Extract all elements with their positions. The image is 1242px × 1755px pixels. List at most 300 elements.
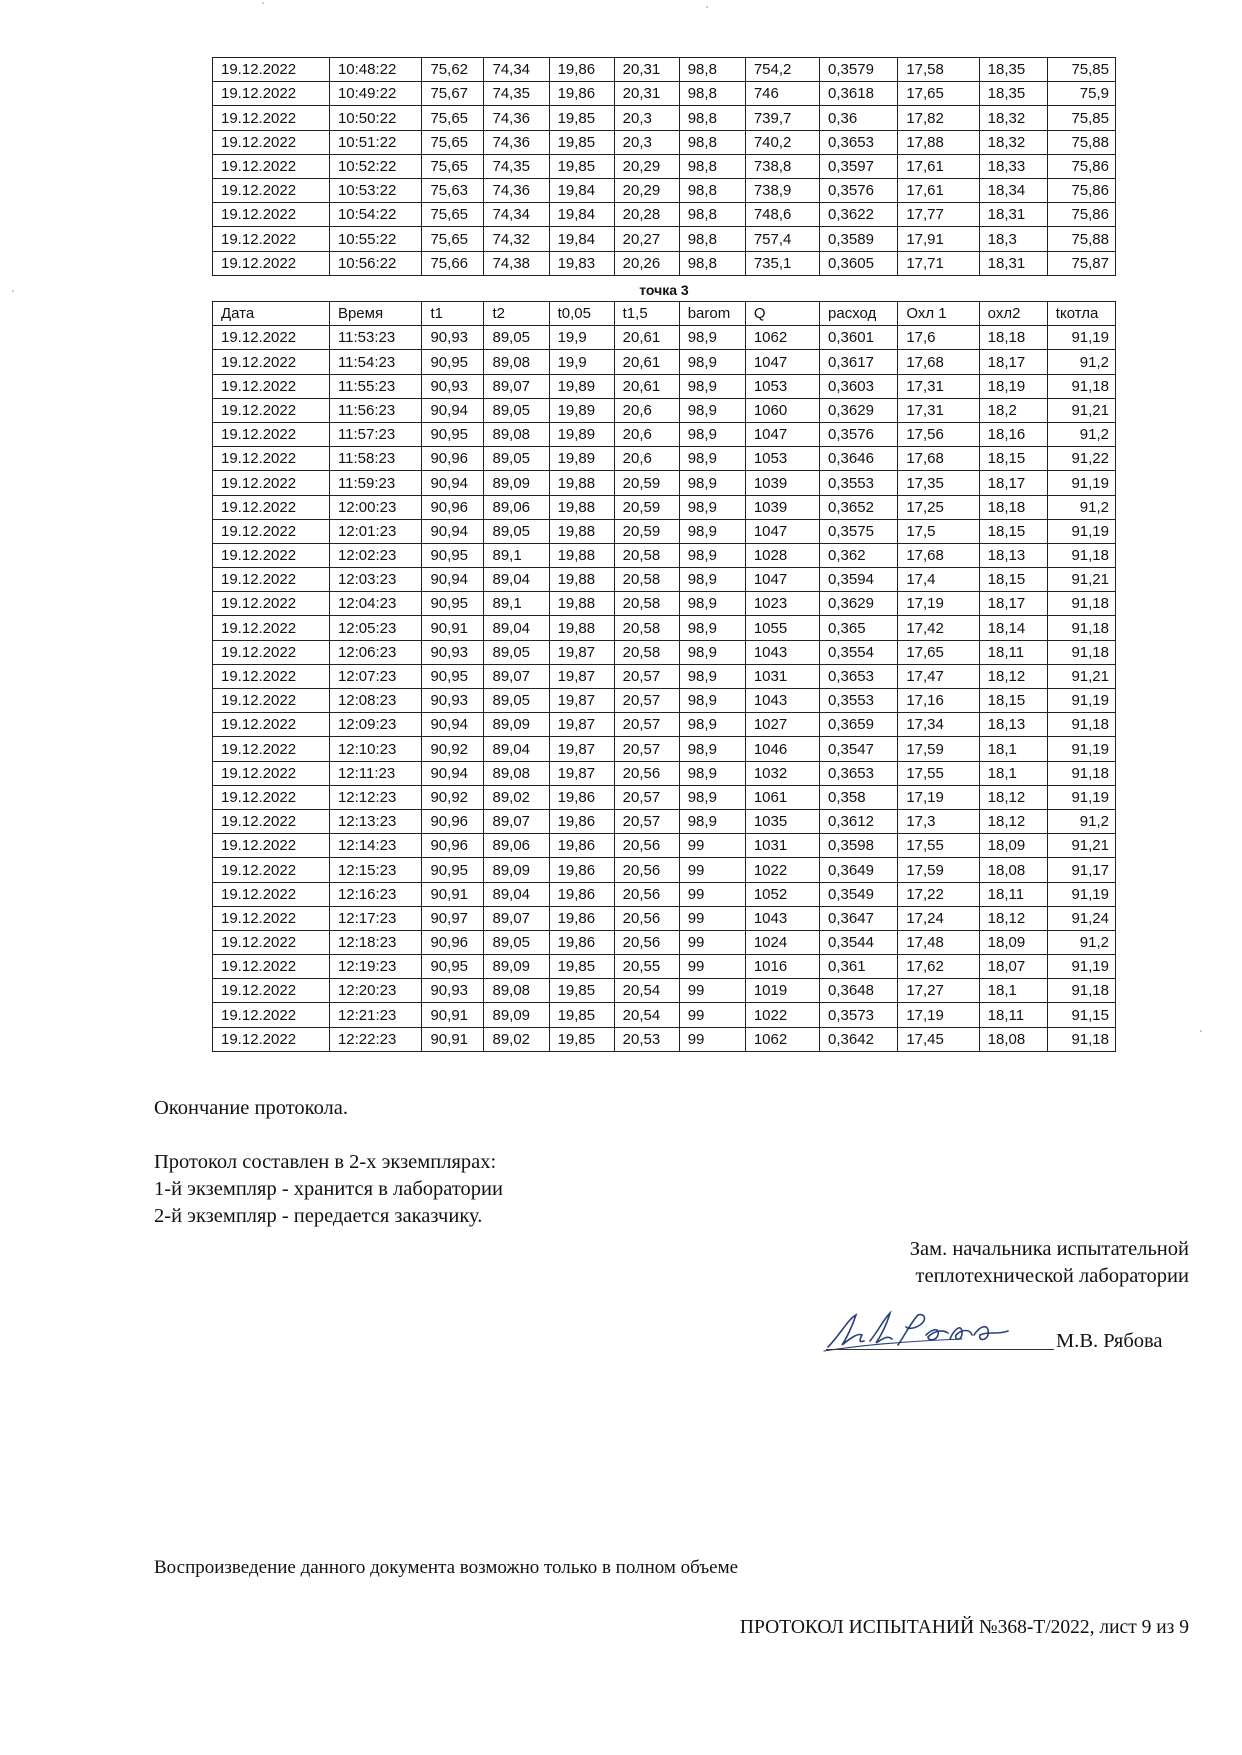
- table-cell: 11:57:23: [329, 422, 422, 446]
- table-cell: 17,31: [898, 398, 979, 422]
- table-cell: 90,95: [422, 543, 484, 567]
- table-cell: 18,09: [979, 930, 1047, 954]
- table-cell: 19.12.2022: [213, 737, 330, 761]
- table-cell: 17,88: [898, 130, 979, 154]
- table-cell: 0,3648: [820, 979, 898, 1003]
- table-cell: 1043: [745, 689, 819, 713]
- table-cell: 89,02: [484, 785, 549, 809]
- table-row: [213, 422, 1116, 446]
- table-header: [213, 302, 1116, 326]
- table-cell: 17,61: [898, 178, 979, 202]
- signer-title-line: теплотехнической лаборатории: [915, 1265, 1189, 1287]
- table-cell: 19.12.2022: [213, 906, 330, 930]
- table-cell: 0,3653: [820, 761, 898, 785]
- table-cell: 98,9: [679, 374, 745, 398]
- table-cell: 18,1: [979, 979, 1047, 1003]
- table-cell: 90,91: [422, 882, 484, 906]
- table-cell: 90,95: [422, 858, 484, 882]
- table-cell: 17,68: [898, 543, 979, 567]
- table-cell: 98,9: [679, 519, 745, 543]
- table-cell: 19,85: [549, 106, 614, 130]
- table-cell: 17,24: [898, 906, 979, 930]
- table-row: [213, 640, 1116, 664]
- table-row: [213, 227, 1116, 251]
- table-cell: 18,1: [979, 737, 1047, 761]
- table-cell: 0,3617: [820, 350, 898, 374]
- table-cell: 19.12.2022: [213, 422, 330, 446]
- table-cell: 17,5: [898, 519, 979, 543]
- table-cell: 19,86: [549, 58, 614, 82]
- table-cell: 20,31: [614, 82, 679, 106]
- table-cell: 19.12.2022: [213, 592, 330, 616]
- table-cell: 90,94: [422, 761, 484, 785]
- table-cell: 89,05: [484, 930, 549, 954]
- table-cell: 91,18: [1047, 640, 1115, 664]
- table-cell: 18,12: [979, 809, 1047, 833]
- table-cell: 89,08: [484, 979, 549, 1003]
- table-cell: 19,87: [549, 640, 614, 664]
- signer-title-line: Зам. начальника испытательной: [909, 1238, 1189, 1260]
- table-cell: 12:04:23: [329, 592, 422, 616]
- table-cell: 17,77: [898, 203, 979, 227]
- table-cell: 18,11: [979, 1003, 1047, 1027]
- table-cell: 89,09: [484, 713, 549, 737]
- table-cell: 18,08: [979, 1027, 1047, 1051]
- table-cell: 0,365: [820, 616, 898, 640]
- table-cell: 20,28: [614, 203, 679, 227]
- table-cell: 74,36: [484, 106, 549, 130]
- table-cell: 19.12.2022: [213, 130, 330, 154]
- table-cell: 98,9: [679, 592, 745, 616]
- table-cell: 735,1: [745, 251, 819, 275]
- table-cell: 75,67: [422, 82, 484, 106]
- table-cell: 89,09: [484, 471, 549, 495]
- table-cell: 75,65: [422, 227, 484, 251]
- table-cell: 0,3576: [820, 178, 898, 202]
- table-cell: 19.12.2022: [213, 761, 330, 785]
- table-cell: 20,57: [614, 785, 679, 809]
- table-cell: 17,59: [898, 737, 979, 761]
- table-cell: 19,84: [549, 203, 614, 227]
- table-row: [213, 979, 1116, 1003]
- table-cell: 18,34: [979, 178, 1047, 202]
- table-cell: 75,86: [1047, 154, 1115, 178]
- table-cell: 91,18: [1047, 979, 1115, 1003]
- table-cell: 11:54:23: [329, 350, 422, 374]
- table-cell: 19,88: [549, 471, 614, 495]
- table-cell: 17,71: [898, 251, 979, 275]
- table-cell: 18,08: [979, 858, 1047, 882]
- table-cell: 1039: [745, 495, 819, 519]
- table-cell: 18,11: [979, 882, 1047, 906]
- table-cell: 17,45: [898, 1027, 979, 1051]
- table-cell: 90,94: [422, 713, 484, 737]
- table-cell: 20,58: [614, 640, 679, 664]
- table-cell: 91,15: [1047, 1003, 1115, 1027]
- table-cell: 75,65: [422, 106, 484, 130]
- table-cell: 17,62: [898, 955, 979, 979]
- table-cell: 1047: [745, 422, 819, 446]
- table-cell: 0,3618: [820, 82, 898, 106]
- table-cell: 90,93: [422, 640, 484, 664]
- table-cell: 90,91: [422, 616, 484, 640]
- table-cell: 89,04: [484, 882, 549, 906]
- table-cell: 10:49:22: [329, 82, 422, 106]
- table-cell: 91,2: [1047, 809, 1115, 833]
- copies-note: [154, 1149, 503, 1230]
- table-cell: 18,18: [979, 326, 1047, 350]
- table-cell: 20,54: [614, 979, 679, 1003]
- table-row: [213, 616, 1116, 640]
- table-cell: 19,85: [549, 955, 614, 979]
- table-cell: 18,15: [979, 568, 1047, 592]
- table-cell: 0,3603: [820, 374, 898, 398]
- table-cell: 1024: [745, 930, 819, 954]
- column-header: Время: [329, 302, 422, 326]
- table-cell: 12:11:23: [329, 761, 422, 785]
- table-cell: 0,3549: [820, 882, 898, 906]
- table-cell: 18,09: [979, 834, 1047, 858]
- table-cell: 17,91: [898, 227, 979, 251]
- signer-name: М.В. Рябова: [1056, 1330, 1163, 1352]
- table-cell: 20,3: [614, 106, 679, 130]
- table-cell: 19.12.2022: [213, 955, 330, 979]
- table-cell: 91,2: [1047, 422, 1115, 446]
- table-cell: 91,2: [1047, 350, 1115, 374]
- table-row: [213, 882, 1116, 906]
- table-cell: 91,19: [1047, 519, 1115, 543]
- table-cell: 19,86: [549, 785, 614, 809]
- table-cell: 90,97: [422, 906, 484, 930]
- table-cell: 10:54:22: [329, 203, 422, 227]
- table-cell: 19.12.2022: [213, 227, 330, 251]
- table-row: [213, 203, 1116, 227]
- table-cell: 18,2: [979, 398, 1047, 422]
- table-row: [213, 471, 1116, 495]
- table-cell: 17,3: [898, 809, 979, 833]
- table-cell: 0,3573: [820, 1003, 898, 1027]
- handwritten-signature: [822, 1305, 1052, 1355]
- table-cell: 90,95: [422, 350, 484, 374]
- table-cell: 12:08:23: [329, 689, 422, 713]
- table-cell: 19,85: [549, 1003, 614, 1027]
- table-cell: 99: [679, 979, 745, 1003]
- table-row: [213, 350, 1116, 374]
- table-cell: 91,19: [1047, 955, 1115, 979]
- table-row: [213, 519, 1116, 543]
- table-cell: 0,3579: [820, 58, 898, 82]
- table-cell: 19,9: [549, 350, 614, 374]
- table-cell: 0,36: [820, 106, 898, 130]
- table-cell: 90,94: [422, 519, 484, 543]
- header-row: [213, 302, 1116, 326]
- table-cell: 98,9: [679, 447, 745, 471]
- table-row: [213, 326, 1116, 350]
- table-cell: 17,34: [898, 713, 979, 737]
- table-cell: 20,61: [614, 350, 679, 374]
- table-row: [213, 689, 1116, 713]
- copies-line: Протокол составлен в 2-х экземплярах:: [154, 1151, 497, 1173]
- table-cell: 12:22:23: [329, 1027, 422, 1051]
- table-cell: 98,8: [679, 82, 745, 106]
- table-cell: 20,31: [614, 58, 679, 82]
- table-cell: 0,3653: [820, 130, 898, 154]
- table-cell: 18,12: [979, 664, 1047, 688]
- table-cell: 11:59:23: [329, 471, 422, 495]
- table-row: [213, 398, 1116, 422]
- table-cell: 17,58: [898, 58, 979, 82]
- table-cell: 0,361: [820, 955, 898, 979]
- table-cell: 19,87: [549, 713, 614, 737]
- table-cell: 757,4: [745, 227, 819, 251]
- table-cell: 19.12.2022: [213, 471, 330, 495]
- table-cell: 17,55: [898, 834, 979, 858]
- table-cell: 91,21: [1047, 398, 1115, 422]
- table-cell: 19,85: [549, 1027, 614, 1051]
- table-cell: 20,57: [614, 809, 679, 833]
- table-cell: 98,9: [679, 495, 745, 519]
- table-cell: 89,05: [484, 689, 549, 713]
- table-cell: 99: [679, 1003, 745, 1027]
- table-cell: 10:50:22: [329, 106, 422, 130]
- table-cell: 89,1: [484, 592, 549, 616]
- table-cell: 89,07: [484, 809, 549, 833]
- table-cell: 17,6: [898, 326, 979, 350]
- table-cell: 19,83: [549, 251, 614, 275]
- table-cell: 20,54: [614, 1003, 679, 1027]
- table-cell: 1019: [745, 979, 819, 1003]
- table-cell: 17,68: [898, 350, 979, 374]
- table-cell: 74,32: [484, 227, 549, 251]
- table-cell: 11:56:23: [329, 398, 422, 422]
- table-cell: 20,61: [614, 326, 679, 350]
- table-cell: 98,9: [679, 761, 745, 785]
- table-cell: 17,19: [898, 592, 979, 616]
- table-cell: 1061: [745, 785, 819, 809]
- table-cell: 1022: [745, 858, 819, 882]
- table-cell: 98,8: [679, 227, 745, 251]
- table-cell: 20,57: [614, 689, 679, 713]
- table-cell: 19.12.2022: [213, 398, 330, 422]
- table-row: [213, 785, 1116, 809]
- column-header: Дата: [213, 302, 330, 326]
- table-cell: 18,17: [979, 471, 1047, 495]
- table-cell: 19.12.2022: [213, 447, 330, 471]
- table-cell: 89,02: [484, 1027, 549, 1051]
- table-cell: 0,3605: [820, 251, 898, 275]
- table-cell: 19,86: [549, 834, 614, 858]
- table-cell: 19.12.2022: [213, 568, 330, 592]
- table-cell: 98,9: [679, 326, 745, 350]
- table-cell: 89,05: [484, 398, 549, 422]
- table-cell: 1052: [745, 882, 819, 906]
- table-cell: 75,66: [422, 251, 484, 275]
- table-cell: 19,86: [549, 858, 614, 882]
- table-cell: 19.12.2022: [213, 785, 330, 809]
- table-cell: 90,94: [422, 471, 484, 495]
- table-cell: 0,3575: [820, 519, 898, 543]
- table-cell: 746: [745, 82, 819, 106]
- table-cell: 19.12.2022: [213, 689, 330, 713]
- table-cell: 98,8: [679, 203, 745, 227]
- table-cell: 99: [679, 882, 745, 906]
- table-cell: 20,27: [614, 227, 679, 251]
- table-cell: 1027: [745, 713, 819, 737]
- table-cell: 1060: [745, 398, 819, 422]
- table-cell: 89,09: [484, 955, 549, 979]
- table-cell: 18,35: [979, 58, 1047, 82]
- table-cell: 17,27: [898, 979, 979, 1003]
- table-cell: 19,89: [549, 398, 614, 422]
- table-cell: 1053: [745, 374, 819, 398]
- column-header: Охл 1: [898, 302, 979, 326]
- table-cell: 90,95: [422, 592, 484, 616]
- table-cell: 20,6: [614, 398, 679, 422]
- table-cell: 90,92: [422, 737, 484, 761]
- table-cell: 17,22: [898, 882, 979, 906]
- table-cell: 18,13: [979, 713, 1047, 737]
- table-cell: 75,85: [1047, 106, 1115, 130]
- table-cell: 19,86: [549, 906, 614, 930]
- table-cell: 17,35: [898, 471, 979, 495]
- table-cell: 89,05: [484, 326, 549, 350]
- table-cell: 12:02:23: [329, 543, 422, 567]
- table-cell: 91,19: [1047, 882, 1115, 906]
- table-cell: 20,57: [614, 737, 679, 761]
- table-cell: 18,15: [979, 447, 1047, 471]
- table-cell: 19.12.2022: [213, 1027, 330, 1051]
- table-cell: 90,94: [422, 568, 484, 592]
- table-cell: 12:03:23: [329, 568, 422, 592]
- table-cell: 0,3612: [820, 809, 898, 833]
- table-cell: 91,18: [1047, 713, 1115, 737]
- table-cell: 19.12.2022: [213, 809, 330, 833]
- table-cell: 74,36: [484, 130, 549, 154]
- table-cell: 17,68: [898, 447, 979, 471]
- copies-line: 2-й экземпляр - передается заказчику.: [154, 1205, 483, 1227]
- table-cell: 91,19: [1047, 471, 1115, 495]
- table-cell: 89,07: [484, 906, 549, 930]
- table-cell: 0,3642: [820, 1027, 898, 1051]
- table-cell: 89,04: [484, 737, 549, 761]
- table-cell: 0,3653: [820, 664, 898, 688]
- column-header: расход: [820, 302, 898, 326]
- table-cell: 90,91: [422, 1027, 484, 1051]
- table-cell: 20,56: [614, 906, 679, 930]
- table-row: [213, 178, 1116, 202]
- table-cell: 12:07:23: [329, 664, 422, 688]
- column-header: barom: [679, 302, 745, 326]
- reproduction-note: Воспроизведение данного документа возможно только в полном объеме: [154, 1557, 739, 1578]
- table-row: [213, 1027, 1116, 1051]
- table-cell: 0,3553: [820, 471, 898, 495]
- table-cell: 20,26: [614, 251, 679, 275]
- table-cell: 19,86: [549, 930, 614, 954]
- table-cell: 19,86: [549, 82, 614, 106]
- table-cell: 12:19:23: [329, 955, 422, 979]
- table-cell: 12:06:23: [329, 640, 422, 664]
- table-cell: 1031: [745, 664, 819, 688]
- table-cell: 18,12: [979, 785, 1047, 809]
- table-cell: 20,56: [614, 930, 679, 954]
- scan-speck: [1200, 1030, 1202, 1032]
- table-cell: 20,57: [614, 713, 679, 737]
- table-cell: 18,33: [979, 154, 1047, 178]
- table-cell: 98,8: [679, 178, 745, 202]
- table-cell: 20,56: [614, 834, 679, 858]
- table-cell: 98,8: [679, 251, 745, 275]
- table-cell: 0,3553: [820, 689, 898, 713]
- table-cell: 75,86: [1047, 178, 1115, 202]
- table-cell: 17,61: [898, 154, 979, 178]
- table-cell: 18,3: [979, 227, 1047, 251]
- table-cell: 98,9: [679, 640, 745, 664]
- table-cell: 12:00:23: [329, 495, 422, 519]
- table-cell: 91,17: [1047, 858, 1115, 882]
- table-row: [213, 761, 1116, 785]
- table-cell: 98,9: [679, 664, 745, 688]
- table-cell: 90,93: [422, 689, 484, 713]
- table-cell: 89,09: [484, 858, 549, 882]
- table-cell: 0,3554: [820, 640, 898, 664]
- table-cell: 18,32: [979, 106, 1047, 130]
- table-cell: 75,88: [1047, 130, 1115, 154]
- table-cell: 20,59: [614, 495, 679, 519]
- table-row: [213, 130, 1116, 154]
- table-cell: 91,18: [1047, 543, 1115, 567]
- table-cell: 89,06: [484, 834, 549, 858]
- table-cell: 74,35: [484, 154, 549, 178]
- table-cell: 74,38: [484, 251, 549, 275]
- table-cell: 91,18: [1047, 374, 1115, 398]
- table-cell: 12:13:23: [329, 809, 422, 833]
- table-cell: 1047: [745, 568, 819, 592]
- table-cell: 98,9: [679, 471, 745, 495]
- table-cell: 91,18: [1047, 616, 1115, 640]
- table-cell: 90,95: [422, 955, 484, 979]
- table-cell: 75,86: [1047, 203, 1115, 227]
- table-cell: 11:53:23: [329, 326, 422, 350]
- table-cell: 17,19: [898, 1003, 979, 1027]
- table-cell: 738,8: [745, 154, 819, 178]
- table-cell: 98,9: [679, 785, 745, 809]
- table-cell: 98,9: [679, 422, 745, 446]
- table-cell: 18,14: [979, 616, 1047, 640]
- table-cell: 98,9: [679, 616, 745, 640]
- table-cell: 17,59: [898, 858, 979, 882]
- table-cell: 91,22: [1047, 447, 1115, 471]
- table-cell: 0,3544: [820, 930, 898, 954]
- table-cell: 0,3649: [820, 858, 898, 882]
- table-cell: 12:18:23: [329, 930, 422, 954]
- table-cell: 1062: [745, 1027, 819, 1051]
- table-cell: 12:21:23: [329, 1003, 422, 1027]
- table-cell: 98,9: [679, 809, 745, 833]
- table-cell: 12:12:23: [329, 785, 422, 809]
- table-cell: 19,88: [549, 519, 614, 543]
- table-cell: 0,3622: [820, 203, 898, 227]
- table-cell: 0,3647: [820, 906, 898, 930]
- table-cell: 10:48:22: [329, 58, 422, 82]
- table-cell: 90,96: [422, 834, 484, 858]
- table-cell: 18,1: [979, 761, 1047, 785]
- table-cell: 19.12.2022: [213, 178, 330, 202]
- table-cell: 90,93: [422, 326, 484, 350]
- table-cell: 19.12.2022: [213, 858, 330, 882]
- table-cell: 17,65: [898, 82, 979, 106]
- table-cell: 91,18: [1047, 761, 1115, 785]
- table-cell: 18,19: [979, 374, 1047, 398]
